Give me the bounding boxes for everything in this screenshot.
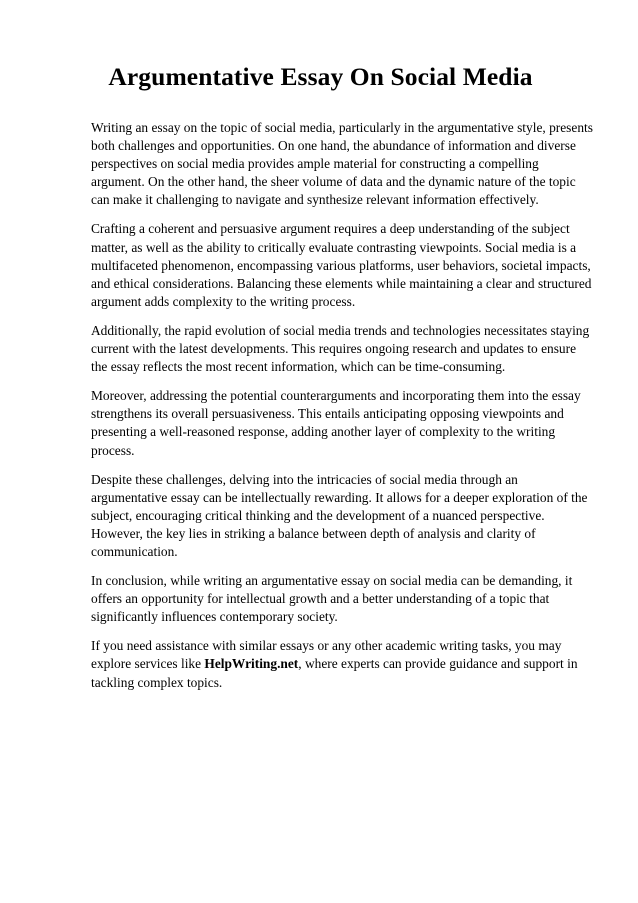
paragraph-4: Moreover, addressing the potential counterarguments and incorporating them into the essay strengthens its overall persuasiveness. This entails anticipating opposing viewpoints and presenting a well-reasoned response, adding another layer of complexity to the writing process. [91, 388, 581, 458]
closing-text-after: , where experts can provide guidance and support in tackling complex topics. [91, 656, 578, 690]
paragraph-2: Crafting a coherent and persuasive argument requires a deep understanding of the subject matter, as well as the ability to critically evaluate contrasting viewpoints. Social media is a multifaceted phenomenon, encompassing various platforms, user behaviors, societal impacts, and ethical considerations. Balancing these elements while maintaining a clear and structured argument adds complexity to the writing process. [91, 221, 592, 309]
document-title: Argumentative Essay On Social Media [108, 62, 533, 91]
paragraph-5: Despite these challenges, delving into the intricacies of social media through an argumentative essay can be intellectually rewarding. It allows for a deeper exploration of the subject, encouraging critical thinking and the development of a nuanced perspective. However, the key lies in striking a balance between depth of analysis and clarity of communication. [91, 471, 588, 559]
paragraph-6: In conclusion, while writing an argumentative essay on social media can be demanding, it offers an opportunity for intellectual growth and a better understanding of a topic that significantly influences contemporary society. [91, 573, 573, 625]
closing-paragraph [91, 637, 594, 691]
closing-text-before: If you need assistance with similar essays or any other academic writing tasks, you may explore services like [91, 638, 562, 672]
paragraph-1: Writing an essay on the topic of social media, particularly in the argumentative style, presents both challenges and opportunities. On one hand, the abundance of information and diverse perspectives on social media provides ample material for constructing a compelling argument. On the other hand, the sheer volume of data and the dynamic nature of the topic can make it challenging to navigate and synthesize relevant information effectively. [91, 120, 593, 208]
helpwriting-link[interactable]: HelpWriting.net [204, 656, 299, 672]
paragraph-3: Additionally, the rapid evolution of social media trends and technologies necessitates staying current with the latest developments. This requires ongoing research and updates to ensure the essay reflects the most recent information, which can be time-consuming. [91, 322, 590, 375]
